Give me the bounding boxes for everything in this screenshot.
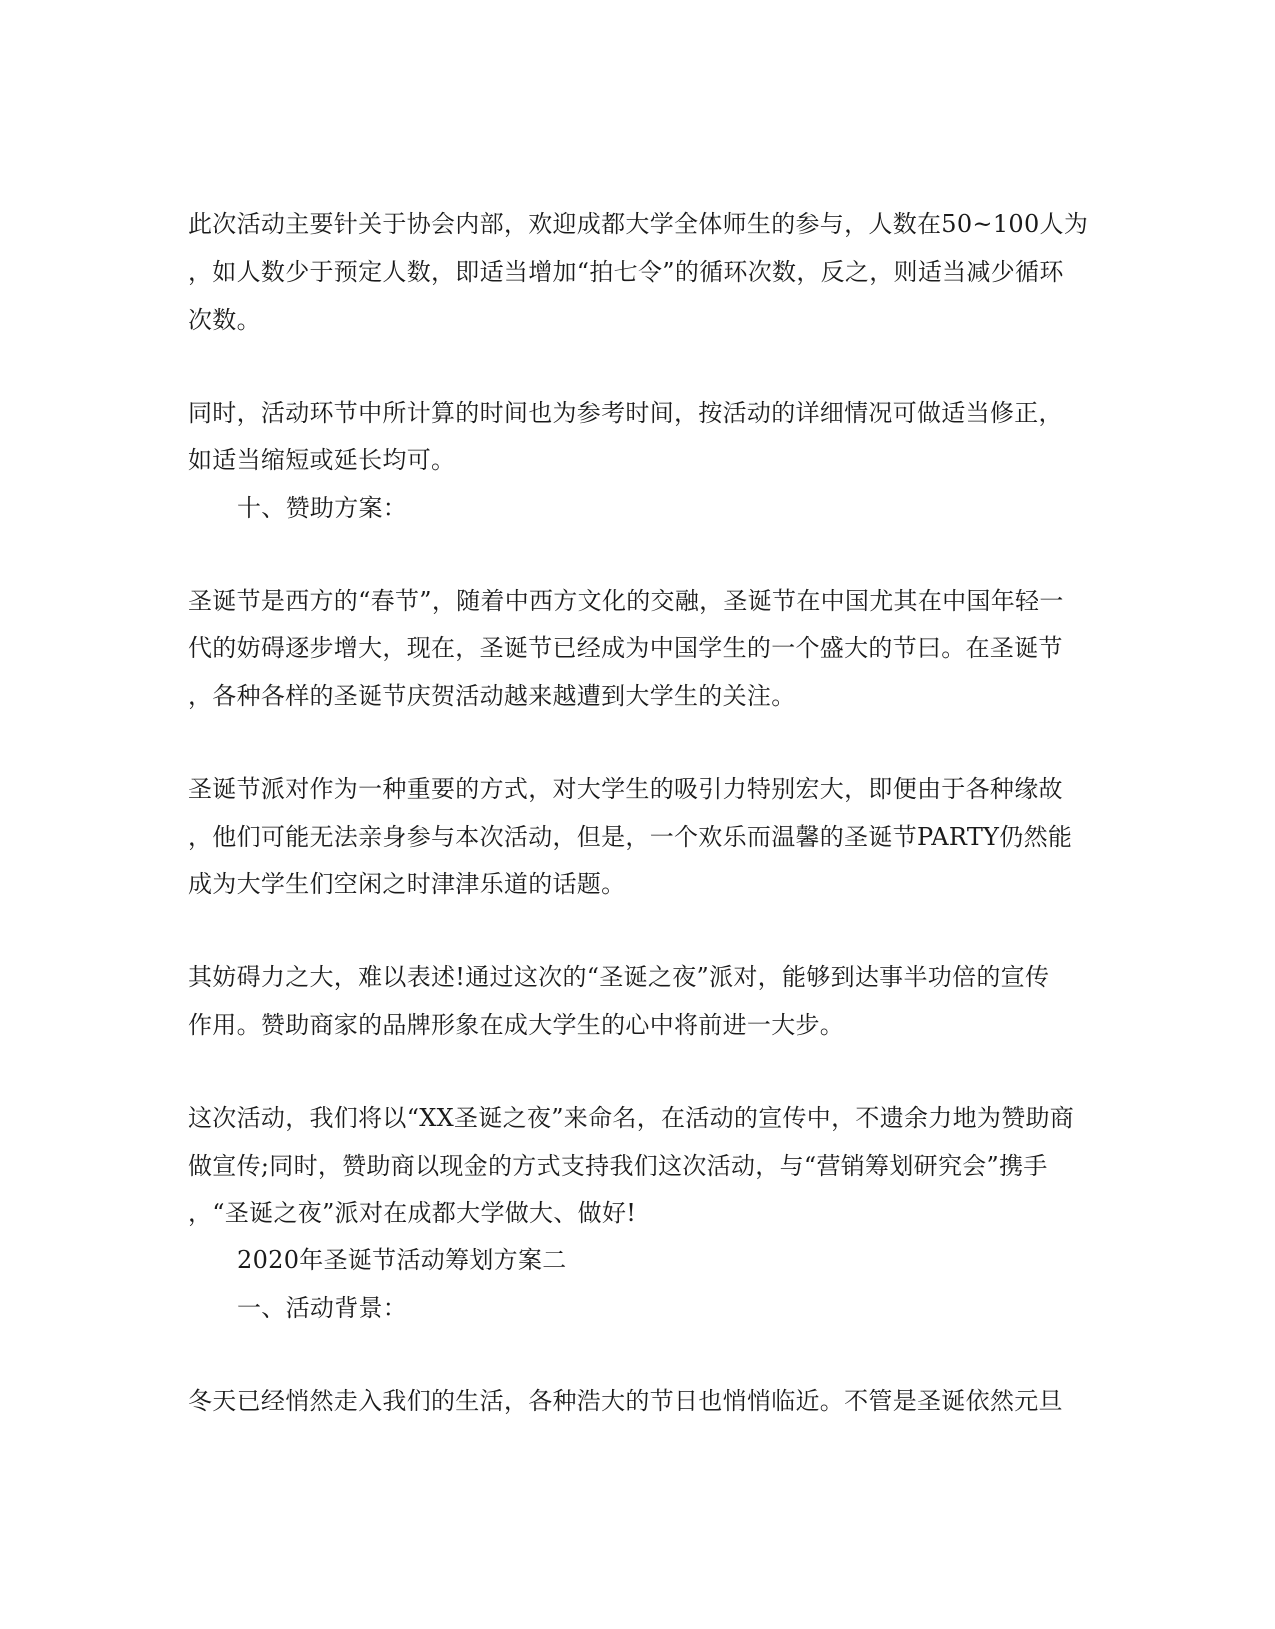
- paragraph-4-line-1: 圣诞节派对作为一种重要的方式，对大学生的吸引力特别宏大，即便由于各种缘故: [188, 775, 1063, 803]
- paragraph-4-line-3: 成为大学生们空闲之时津津乐道的话题。: [188, 870, 626, 898]
- paragraph-5-line-1: 其妨碍力之大，难以表述!通过这次的“圣诞之夜”派对，能够到达事半功倍的宣传: [188, 963, 1050, 991]
- paragraph-2-line-1: 同时，活动环节中所计算的时间也为参考时间，按活动的详细情况可做适当修正，: [188, 399, 1063, 427]
- heading-plan-two: 2020年圣诞节活动筹划方案二: [237, 1246, 567, 1274]
- paragraph-6-line-2: 做宣传;同时，赞助商以现金的方式支持我们这次活动，与“营销筹划研究会”携手: [188, 1152, 1048, 1180]
- heading-background: 一、活动背景：: [237, 1294, 408, 1322]
- paragraph-3-line-3: ，各种各样的圣诞节庆贺活动越来越遭到大学生的关注。: [188, 682, 796, 710]
- paragraph-1-line-2: ，如人数少于预定人数，即适当增加“拍七令”的循环次数，反之，则适当减少循环: [188, 258, 1064, 286]
- paragraph-5-line-2: 作用。赞助商家的品牌形象在成大学生的心中将前进一大步。: [188, 1011, 845, 1039]
- paragraph-3-line-1: 圣诞节是西方的“春节”，随着中西方文化的交融，圣诞节在中国尤其在中国年轻一: [188, 587, 1064, 615]
- paragraph-6-line-1: 这次活动，我们将以“XX圣诞之夜”来命名，在活动的宣传中，不遗余力地为赞助商: [188, 1104, 1075, 1132]
- paragraph-1-line-1: 此次活动主要针关于协会内部，欢迎成都大学全体师生的参与，人数在50~100人为: [188, 210, 1089, 238]
- paragraph-7-line-1: 冬天已经悄然走入我们的生活，各种浩大的节日也悄悄临近。不管是圣诞依然元旦: [188, 1387, 1063, 1415]
- paragraph-3-line-2: 代的妨碍逐步增大，现在，圣诞节已经成为中国学生的一个盛大的节曰。在圣诞节: [188, 634, 1063, 662]
- heading-sponsorship: 十、赞助方案：: [237, 494, 408, 522]
- paragraph-1-line-3: 次数。: [188, 306, 261, 334]
- paragraph-2-line-2: 如适当缩短或延长均可。: [188, 446, 456, 474]
- paragraph-4-line-2: ，他们可能无法亲身参与本次活动，但是，一个欢乐而温馨的圣诞节PARTY仍然能: [188, 823, 1073, 851]
- paragraph-6-line-3: ，“圣诞之夜”派对在成都大学做大、做好!: [188, 1199, 637, 1227]
